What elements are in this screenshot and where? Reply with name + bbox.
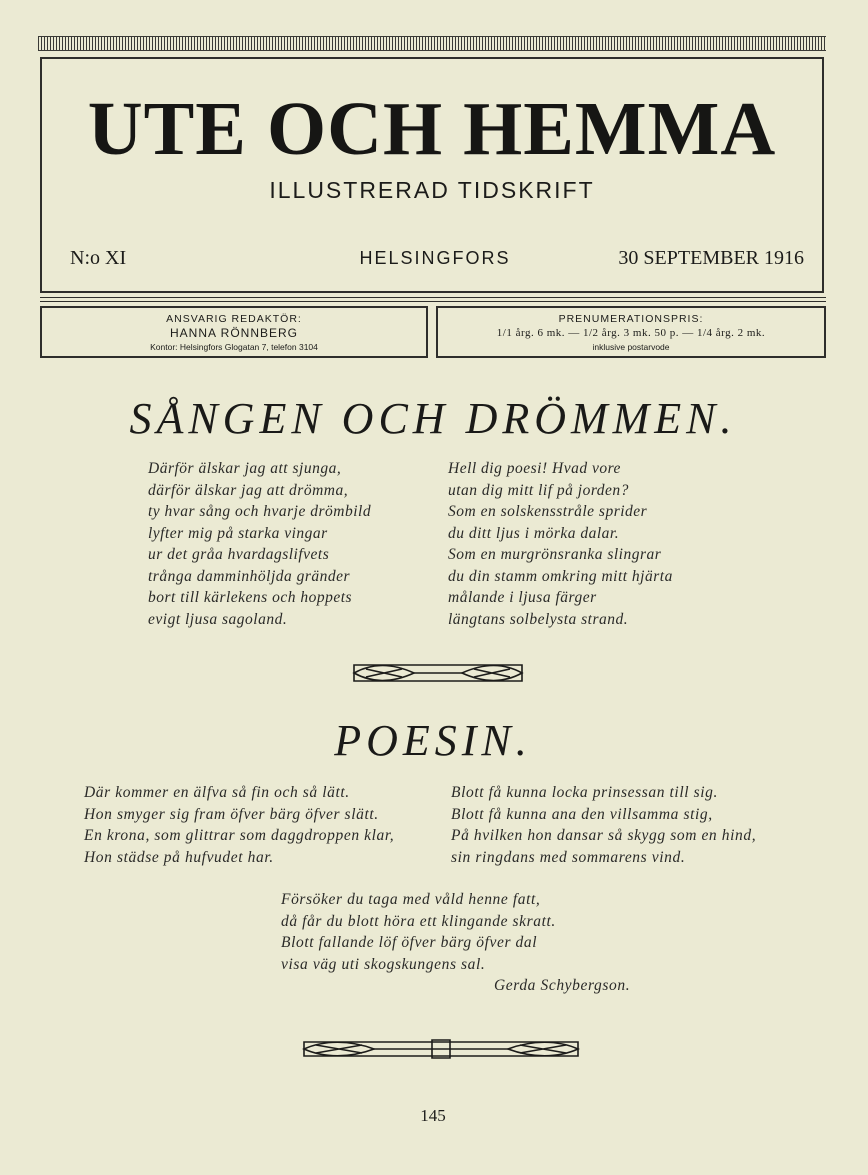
editor-box bbox=[40, 306, 428, 358]
poem-line: sin ringdans med sommarens vind. bbox=[451, 848, 686, 866]
poem-line: Där kommer en älfva så fin och så lätt. bbox=[84, 784, 350, 801]
divider-rule bbox=[40, 301, 826, 302]
poem-line: evigt ljusa sagoland. bbox=[148, 610, 288, 628]
poem-line: då får du blott höra ett klingande skratt. bbox=[281, 912, 556, 930]
issue-number: N:o XI bbox=[70, 247, 127, 269]
poem-line: visa väg uti skogskungens sal. bbox=[281, 955, 486, 973]
poem-line: Blott få kunna locka prinsessan till sig. bbox=[451, 784, 718, 801]
poem-line: därför älskar jag att drömma, bbox=[148, 481, 349, 499]
poem-title: POESIN. bbox=[334, 716, 532, 765]
poem-line: Som en solskensstråle sprider bbox=[448, 503, 648, 520]
divider-rule bbox=[40, 297, 826, 298]
subscription-label: PRENUMERATIONSPRIS: bbox=[558, 313, 704, 325]
subscription-box bbox=[436, 306, 826, 358]
ornament-divider bbox=[302, 1037, 580, 1061]
poem-final-stanza bbox=[281, 889, 630, 997]
poem-line: På hvilken hon dansar så skygg som en hind, bbox=[451, 827, 757, 844]
publication-city: HELSINGFORS bbox=[359, 248, 511, 268]
ornament-divider bbox=[352, 660, 524, 686]
poem-line: Hon städse på hufvudet har. bbox=[84, 848, 274, 866]
poem-line: ur det gråa hvardagslifvets bbox=[148, 546, 330, 563]
editor-name: HANNA RÖNNBERG bbox=[169, 326, 299, 340]
poem-line: du din stamm omkring mitt hjärta bbox=[448, 567, 673, 585]
poem-line: Hell dig poesi! Hvad vore bbox=[448, 460, 621, 477]
poem-line: trånga damminhöljda gränder bbox=[148, 567, 351, 585]
poem-line: Blott fallande löf öfver bärg öfver dal bbox=[281, 934, 538, 951]
decorative-top-band bbox=[38, 36, 826, 51]
poem-title: SÅNGEN OCH DRÖMMEN. bbox=[129, 394, 737, 443]
subscription-note: inklusive postarvode bbox=[592, 342, 670, 352]
poem-line: En krona, som glittrar som daggdroppen klar, bbox=[84, 827, 395, 844]
poem-line: Försöker du taga med våld henne fatt, bbox=[281, 891, 541, 908]
poem-column-right bbox=[448, 458, 673, 630]
magazine-title: UTE OCH HEMMA bbox=[87, 87, 777, 171]
poem-column-right bbox=[451, 782, 756, 868]
subscription-prices: 1/1 årg. 6 mk. — 1/2 årg. 3 mk. 50 p. — 1/4 årg. 2 mk. bbox=[496, 327, 766, 339]
poem-line: du ditt ljus i mörka dalar. bbox=[448, 524, 620, 542]
magazine-subtitle: ILLUSTRERAD TIDSKRIFT bbox=[269, 177, 595, 203]
office-address: Kontor: Helsingfors Glogatan 7, telefon 3104 bbox=[150, 342, 318, 352]
poem-column-left bbox=[84, 782, 394, 868]
editor-label: ANSVARIG REDAKTÖR: bbox=[166, 313, 302, 325]
poem-line: utan dig mitt lif på jorden? bbox=[448, 481, 629, 499]
poem-line: Som en murgrönsranka slingrar bbox=[448, 546, 662, 563]
poem-author: Gerda Schybergson. bbox=[494, 977, 631, 994]
page-number: 145 bbox=[420, 1106, 446, 1125]
poem-line: ty hvar sång och hvarje drömbild bbox=[148, 503, 372, 520]
poem-line: målande i ljusa färger bbox=[448, 589, 597, 606]
poem-column-left bbox=[148, 458, 371, 630]
poem-line: längtans solbelysta strand. bbox=[448, 610, 629, 628]
poem-line: Hon smyger sig fram öfver bärg öfver slätt. bbox=[84, 805, 379, 823]
poem-line: Blott få kunna ana den villsamma stig, bbox=[451, 805, 713, 823]
poem-line: Därför älskar jag att sjunga, bbox=[148, 460, 342, 477]
poem-line: bort till kärlekens och hoppets bbox=[148, 589, 353, 606]
issue-date: 30 SEPTEMBER 1916 bbox=[618, 247, 804, 269]
poem-line: lyfter mig på starka vingar bbox=[148, 524, 328, 542]
